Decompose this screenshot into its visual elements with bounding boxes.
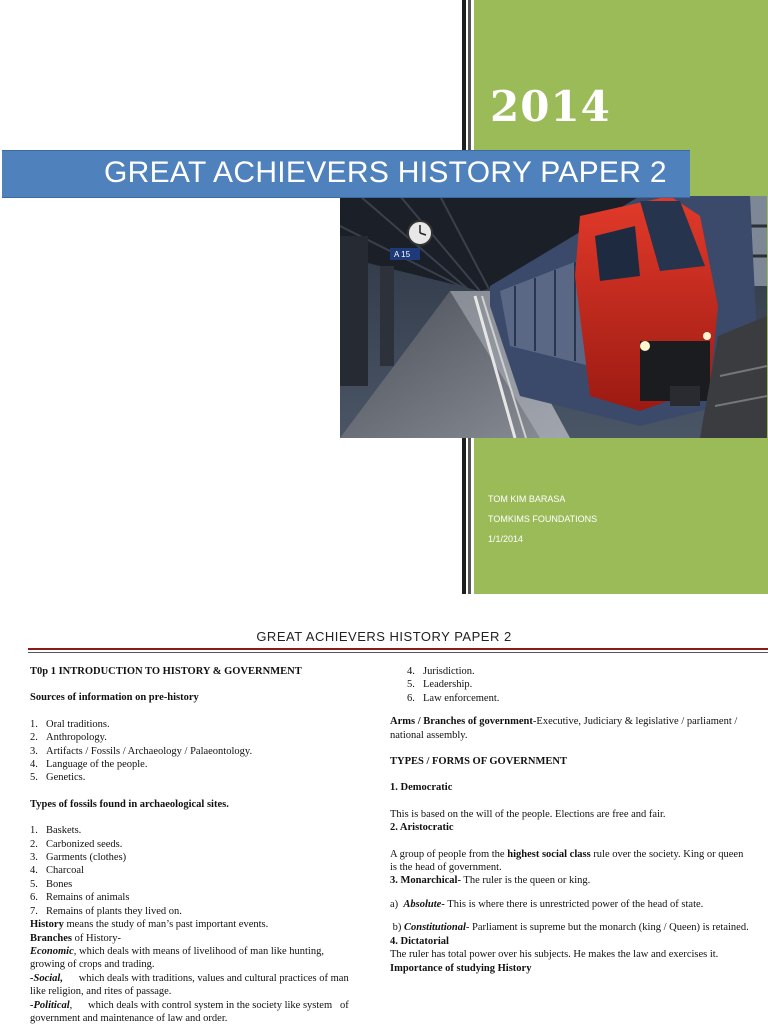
left-column: [30, 665, 360, 1025]
monarchical-line: 3. Monarchical- The ruler is the queen or king.: [390, 875, 591, 887]
list-item: 5. Leadership.: [407, 679, 473, 691]
list-item: 2. Carbonized seeds.: [30, 838, 123, 850]
cover-organization: TOMKIMS FOUNDATIONS: [488, 514, 598, 524]
topic-heading: T0p 1 INTRODUCTION TO HISTORY & GOVERNMENT: [30, 666, 302, 677]
list-item: 5. Bones: [30, 878, 73, 890]
list-item: 6. Law enforcement.: [407, 692, 500, 704]
history-definition: History means the study of man’s past important events.: [30, 919, 269, 931]
list-item: 4. Charcoal: [30, 865, 84, 877]
importance-heading: Importance of studying History: [390, 962, 532, 974]
economic-branch: Economic, which deals with means of livelihood of man like hunting, growing of crops and trading.: [30, 945, 324, 971]
aristocratic-text: A group of people from the highest social class rule over the society. King or queen is the head of government.: [390, 848, 744, 874]
types-heading: TYPES / FORMS OF GOVERNMENT: [390, 756, 567, 768]
dictatorial-text: The ruler has total power over his subjects. He makes the law and exercises it.: [390, 949, 719, 961]
political-branch: -Political, which deals with control system in the society like system of government and maintenance of law and order.: [30, 999, 352, 1024]
sources-heading: Sources of information on pre-history: [30, 692, 199, 704]
platform-sign: A 15: [394, 250, 411, 259]
list-item: 5. Genetics.: [30, 772, 86, 784]
aristocratic-heading: 2. Aristocratic: [390, 822, 454, 834]
header-rule: [28, 648, 768, 650]
social-branch: -Social, which deals with traditions, values and cultural practices of man like religion, and rites of passage.: [30, 972, 352, 998]
right-column: [390, 665, 750, 975]
branches-line: Branches of History-: [30, 932, 121, 944]
constitutional-monarchy: b) Constitutional- Parliament is supreme but the monarch (king / Queen) is retained.: [390, 922, 749, 934]
fossils-list: [30, 824, 360, 918]
cover-author: TOM KIM BARASA: [488, 494, 566, 504]
cover-title-bar: [2, 150, 690, 198]
cover-year: 2014: [490, 82, 611, 131]
list-item: 3. Artifacts / Fossils / Archaeology / Palaeontology.: [30, 745, 253, 757]
list-item: 2. Anthropology.: [30, 732, 107, 744]
header-rule-thin: [28, 652, 768, 653]
list-item: 4. Language of the people.: [30, 759, 148, 771]
train-station-image: [340, 196, 767, 438]
dictatorial-heading: 4. Dictatorial: [390, 935, 449, 947]
democratic-heading: 1. Democratic: [390, 782, 453, 794]
list-item: 1. Baskets.: [30, 825, 82, 837]
fossils-heading: Types of fossils found in archaeological sites.: [30, 798, 229, 810]
list-item: 4. Jurisdiction.: [407, 666, 475, 677]
sources-list: [30, 718, 360, 785]
list-item: 6. Remains of animals: [30, 892, 130, 904]
list-item: 7. Remains of plants they lived on.: [30, 905, 182, 917]
list-item: 1. Oral traditions.: [30, 718, 110, 730]
government-elements-list: [390, 665, 750, 705]
list-item: 3. Garments (clothes): [30, 852, 127, 864]
train-photo: [340, 196, 767, 438]
cover-title: GREAT ACHIEVERS HISTORY PAPER 2: [104, 156, 667, 189]
arms-of-government: Arms / Branches of government-Executive, Judiciary & legislative / parliament / national assembly.: [390, 716, 738, 741]
absolute-monarchy: a) Absolute- This is where there is unrestricted power of the head of state.: [390, 898, 704, 910]
democratic-text: This is based on the will of the people. Elections are free and fair.: [390, 808, 666, 820]
page-header: GREAT ACHIEVERS HISTORY PAPER 2: [256, 629, 512, 644]
cover-date: 1/1/2014: [488, 534, 524, 544]
